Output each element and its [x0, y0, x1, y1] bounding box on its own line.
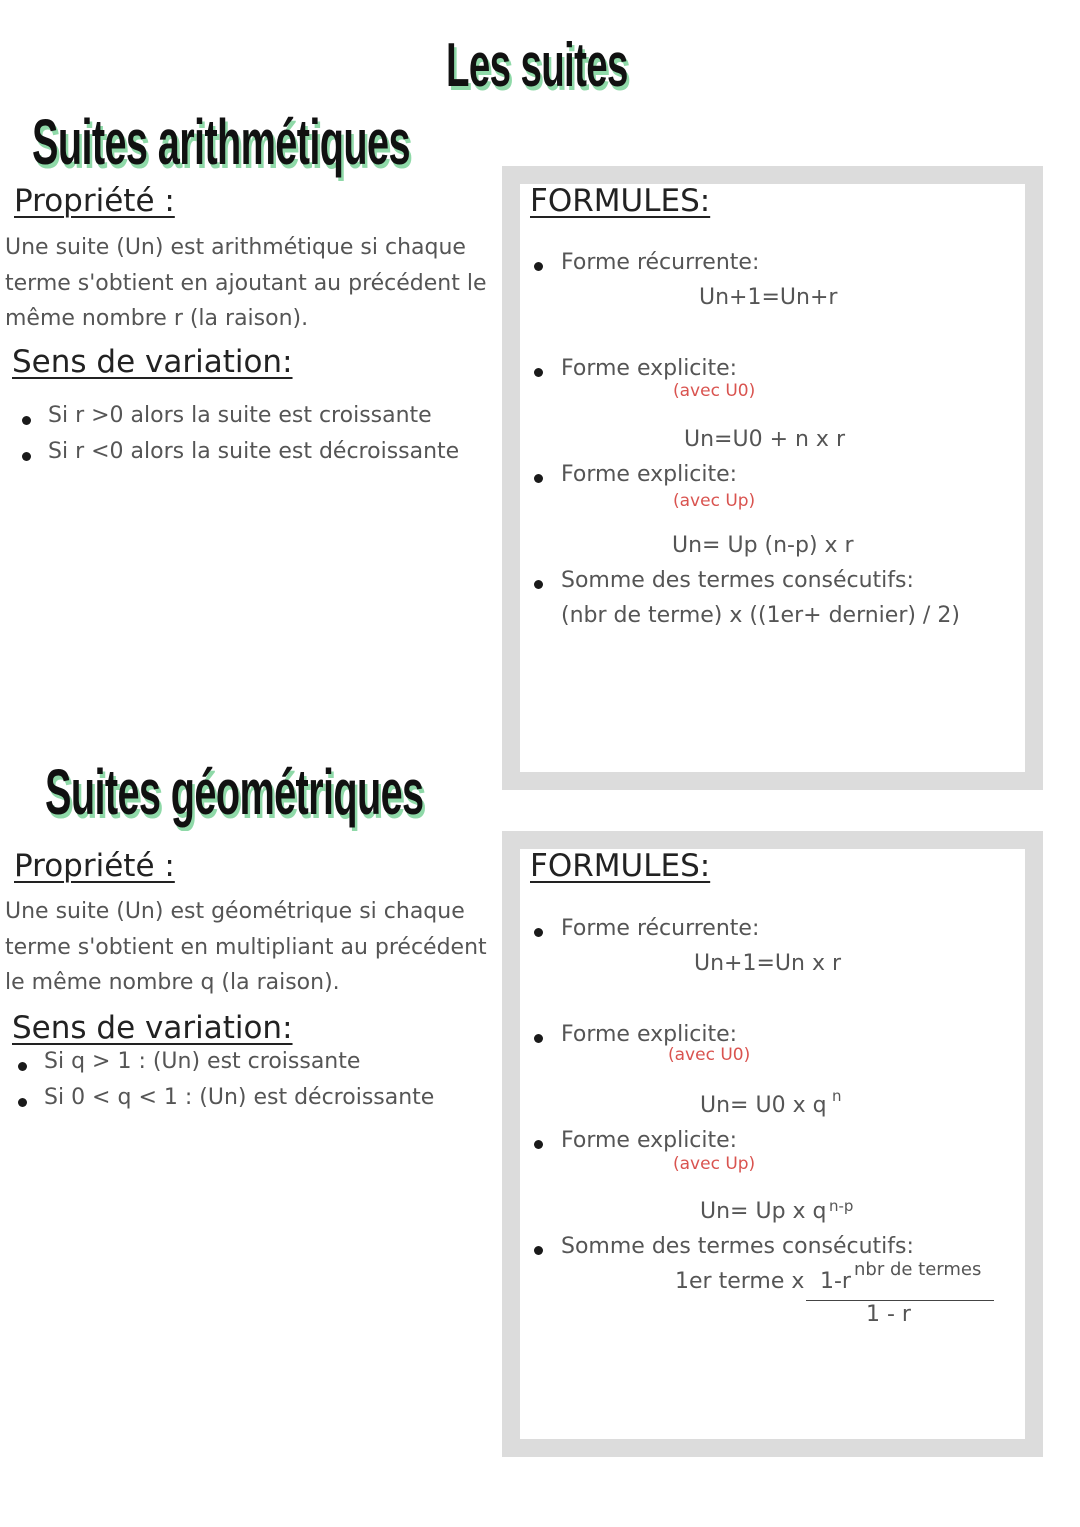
- geo-somme-prefix: 1er terme x: [675, 1269, 805, 1294]
- geo-propriete-text: Une suite (Un) est géométrique si chaque terme s'obtient en multipliant au précédent le même nombre q (la raison).: [5, 899, 487, 995]
- geo-variation-item: Si 0 < q < 1 : (Un) est décroissante: [44, 1085, 434, 1121]
- arith-variation-list: [48, 403, 459, 475]
- arith-explicite2-label: Forme explicite:: [561, 462, 738, 487]
- geo-somme-numerator: 1-r: [820, 1269, 851, 1294]
- arith-explicite1-note: (avec U0): [673, 381, 756, 401]
- geo-somme-exponent: nbr de termes: [854, 1259, 982, 1280]
- geo-explicite1-note: (avec U0): [668, 1045, 751, 1065]
- arith-propriete-heading: Propriété :: [14, 183, 175, 219]
- geo-somme-denominator: 1 - r: [866, 1302, 911, 1327]
- geo-variation-heading: Sens de variation:: [12, 1010, 293, 1046]
- arith-explicite2-note: (avec Up): [673, 491, 756, 511]
- geo-recurrente-label: Forme récurrente:: [561, 916, 760, 941]
- geo-explicite2-exponent: n-p: [829, 1197, 854, 1215]
- arith-explicite2-formula: Un= Up (n-p) x r: [672, 533, 854, 558]
- geo-propriete-heading: Propriété :: [14, 848, 175, 884]
- geo-variation-list: [44, 1049, 434, 1121]
- geo-explicite2-note: (avec Up): [673, 1154, 756, 1174]
- page-title: Les suites: [446, 31, 628, 100]
- geo-recurrente-formula: Un+1=Un x r: [694, 951, 842, 976]
- arith-propriete-text: Une suite (Un) est arithmétique si chaque terme s'obtient en ajoutant au précédent le même nombre r (la raison).: [5, 235, 487, 331]
- arith-section-title: Suites arithmétiques: [32, 106, 410, 178]
- geo-somme-fraction-bar: [806, 1300, 994, 1301]
- arith-formulas-heading: FORMULES:: [530, 183, 711, 219]
- arith-variation-item: Si r <0 alors la suite est décroissante: [48, 439, 459, 475]
- arith-variation-heading: Sens de variation:: [12, 344, 293, 380]
- geo-explicite1-formula: Un= U0 x q: [700, 1093, 827, 1118]
- geo-explicite1-label: Forme explicite:: [561, 1022, 738, 1047]
- geo-variation-item: Si q > 1 : (Un) est croissante: [44, 1049, 434, 1085]
- arith-recurrente-label: Forme récurrente:: [561, 250, 760, 275]
- arith-recurrente-formula: Un+1=Un+r: [699, 285, 838, 310]
- arith-explicite1-formula: Un=U0 + n x r: [684, 427, 845, 452]
- arith-somme-formula: (nbr de terme) x ((1er+ dernier) / 2): [561, 603, 960, 628]
- geo-explicite2-formula: Un= Up x q: [700, 1199, 827, 1224]
- geo-somme-label: Somme des termes consécutifs:: [561, 1234, 914, 1259]
- geo-explicite2-label: Forme explicite:: [561, 1128, 738, 1153]
- arith-somme-label: Somme des termes consécutifs:: [561, 568, 914, 593]
- arith-explicite1-label: Forme explicite:: [561, 356, 738, 381]
- geo-section-title: Suites géométriques: [45, 756, 424, 828]
- geo-formulas-heading: FORMULES:: [530, 848, 711, 884]
- arith-variation-item: Si r >0 alors la suite est croissante: [48, 403, 459, 439]
- geo-explicite1-exponent: n: [832, 1087, 842, 1105]
